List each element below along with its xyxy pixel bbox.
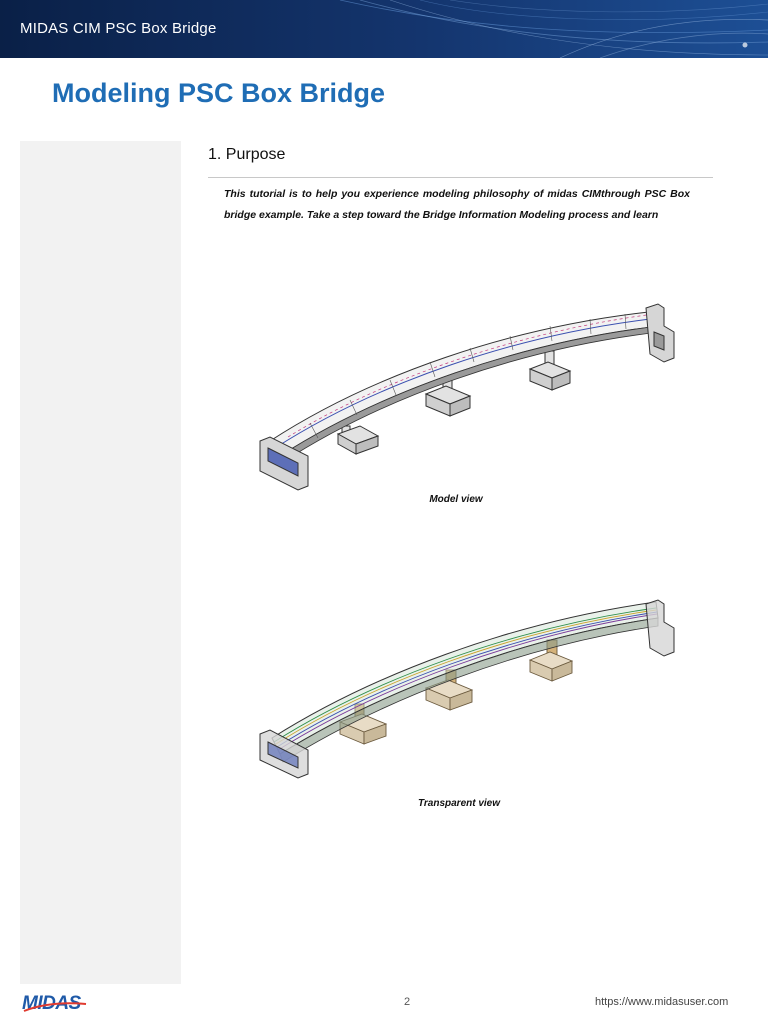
bridge-model-view-image	[250, 296, 680, 496]
figure-caption-transparent: Transparent view	[417, 798, 501, 809]
svg-text:MIDAS: MIDAS	[22, 993, 81, 1014]
page-title: Modeling PSC Box Bridge	[52, 78, 386, 108]
footer-url-link[interactable]: https://www.midasuser.com	[595, 996, 729, 1008]
side-panel	[20, 141, 181, 984]
intro-paragraph: This tutorial is to help you experience modeling philosophy of midas CIMthrough PSC Box bridge example. Take a step toward the Bridge Information Modeling process and learn	[224, 188, 690, 221]
section-divider	[208, 177, 713, 178]
figure-caption-model: Model view	[429, 494, 483, 505]
banner-title: MIDAS CIM PSC Box Bridge	[20, 20, 217, 37]
bridge-transparent-view-image	[250, 598, 680, 788]
midas-logo-icon	[22, 990, 88, 1014]
section-heading: 1. Purpose	[208, 146, 286, 163]
header-banner	[0, 0, 768, 58]
page-number: 2	[404, 996, 411, 1008]
